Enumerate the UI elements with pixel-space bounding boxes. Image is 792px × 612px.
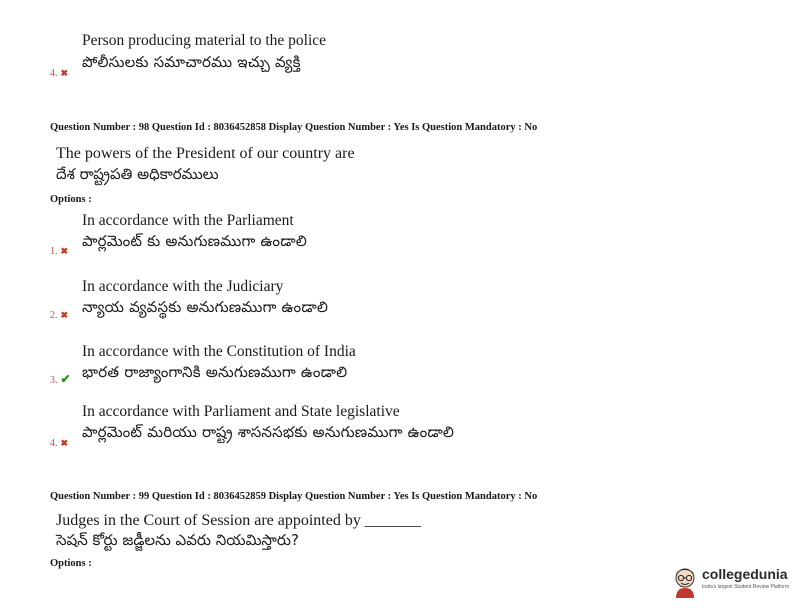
q98-options-label: Options : xyxy=(50,194,92,205)
logo-tagline: India's largest Student Review Platform xyxy=(702,584,790,590)
option-number: 4. xyxy=(50,68,58,79)
q99-meta: Question Number : 99 Question Id : 8036452859 Display Question Number : Yes Is Question Mandatory : No xyxy=(50,491,538,502)
q98-text-te: దేశ రాష్ట్రపతి అధికారములు xyxy=(56,165,219,183)
q98-option4-en: In accordance with Parliament and State legislative xyxy=(82,403,400,420)
q97-option4-marker xyxy=(50,68,68,79)
q98-option2-te: న్యాయ వ్యవస్థకు అనుగుణముగా ఉండాలి xyxy=(82,298,329,316)
q98-option3-marker xyxy=(50,372,71,387)
q98-option4-te: పార్లమెంట్ మరియు రాష్ట్ర శాసనసభకు అనుగుణముగా ఉండాలి xyxy=(82,423,455,441)
q98-option1-en: In accordance with the Parliament xyxy=(82,212,294,229)
q97-option4-te: పోలీసులకు సమాచారము ఇచ్చు వ్యక్తి xyxy=(82,53,301,71)
q98-option3-te: భారత రాజ్యాంగానికి అనుగుణముగా ఉండాలి xyxy=(82,363,348,381)
q98-meta: Question Number : 98 Question Id : 8036452858 Display Question Number : Yes Is Question Mandatory : No xyxy=(50,122,538,133)
q99-text-en: Judges in the Court of Session are appointed by _______ xyxy=(56,512,421,529)
q98-option1-te: పార్లమెంట్ కు అనుగుణముగా ఉండాలి xyxy=(82,232,307,250)
option-number: 3. xyxy=(50,375,58,386)
logo-name: collegedunia xyxy=(702,566,788,582)
q97-option4-en: Person producing material to the police xyxy=(82,32,327,49)
q98-option4-marker xyxy=(50,438,68,449)
wrong-mark-icon: ✖ xyxy=(60,68,69,78)
q98-option1-marker xyxy=(50,246,68,257)
wrong-mark-icon: ✖ xyxy=(60,246,69,256)
option-number: 4. xyxy=(50,438,58,449)
q98-option2-en: In accordance with the Judiciary xyxy=(82,278,284,295)
q99-text-te: సెషన్ కోర్టు జడ్జీలను ఎవరు నియమిస్తారు? xyxy=(56,531,299,549)
student-avatar-icon xyxy=(670,564,700,598)
wrong-mark-icon: ✖ xyxy=(60,438,69,448)
collegedunia-logo xyxy=(670,564,790,598)
option-number: 1. xyxy=(50,246,58,257)
q98-option3-en: In accordance with the Constitution of India xyxy=(82,343,356,360)
option-number: 2. xyxy=(50,310,58,321)
q98-text-en: The powers of the President of our country are xyxy=(56,145,355,162)
q99-options-label: Options : xyxy=(50,558,92,569)
q98-option2-marker xyxy=(50,310,68,321)
wrong-mark-icon: ✖ xyxy=(60,310,69,320)
correct-check-icon: ✔ xyxy=(60,372,71,386)
